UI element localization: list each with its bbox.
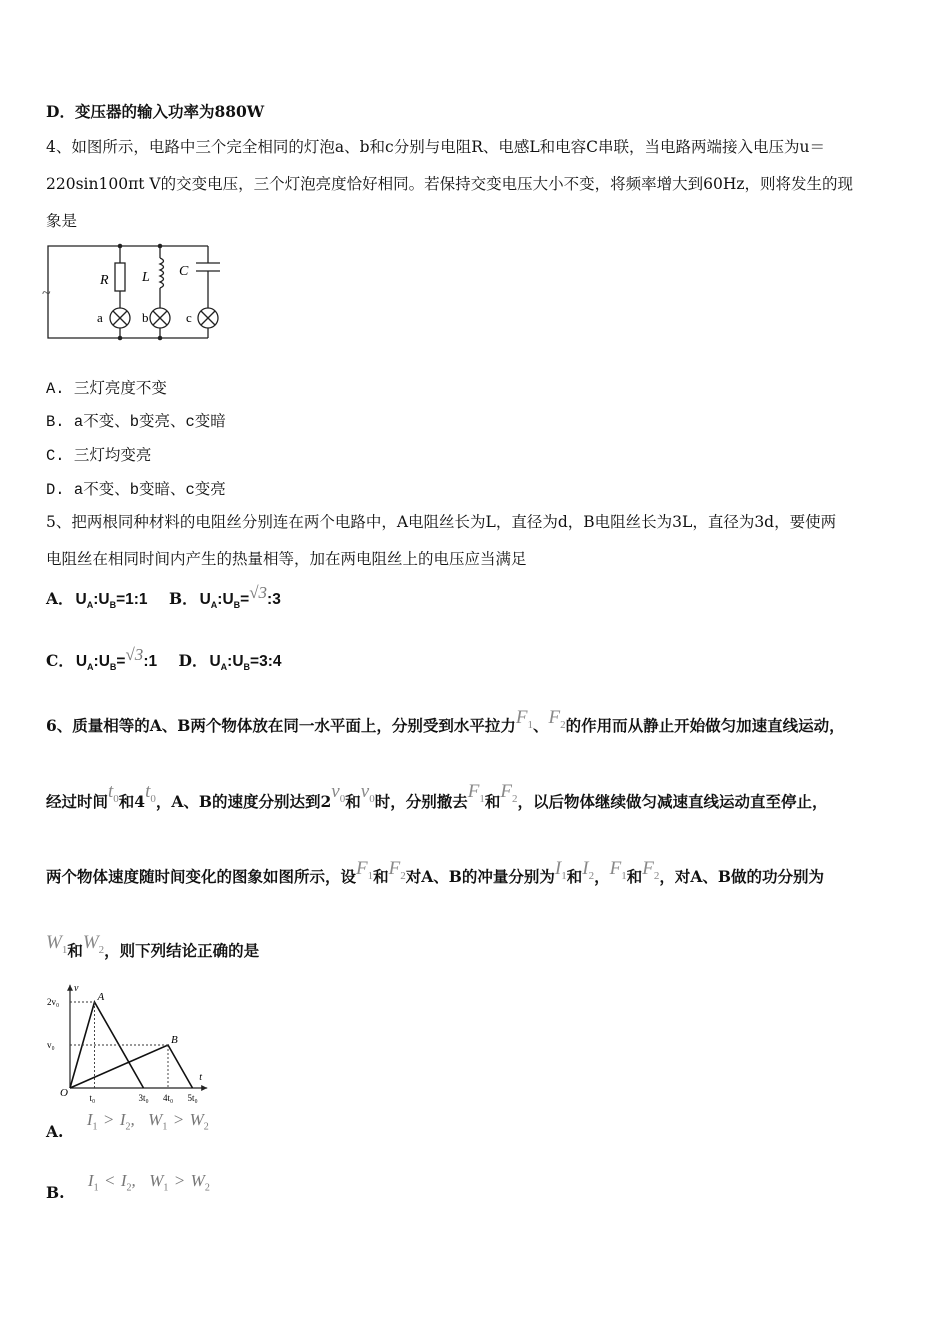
- q6-text-line4: $W_1$和$W_2$，则下列结论正确的是: [46, 932, 260, 960]
- q5-options-ab: [46, 583, 281, 615]
- ac-source-symbol: ~: [42, 285, 51, 302]
- q6-text-line1: 6、质量相等的A、B两个物体放在同一水平面上，分别受到水平拉力$F_1$、$F_2$的作用而从静止开始做匀加速直线运动，: [46, 707, 845, 735]
- origin-label: O: [60, 1087, 68, 1099]
- q4-option-d: D. a不变、b变暗、c变亮: [46, 481, 226, 499]
- q6-text-line2: 经过时间$t_0$和$4t_0$，A、B的速度分别达到$2v_0$和$v_0$时，分别撤去$F_1$和$F_2$，以后物体继续做匀减速直线运动直至停止，: [46, 781, 828, 811]
- q4-option-b: B. a不变、b变亮、c变暗: [46, 413, 226, 431]
- q6-text-line3: 两个物体速度随时间变化的图象如图所示，设$F_1$和$F_2$对A、B的冲量分别为$I_1$和$I_2$，$F_1$和$F_2$，对A、B做的功分别为: [46, 858, 824, 886]
- q3-option-d: D．变压器的输入功率为880W: [46, 102, 265, 121]
- x-axis-arrow: [201, 1085, 207, 1091]
- x-tick-label-2: 4t₀: [163, 1093, 174, 1103]
- q5-option-a: A． $U_A:U_B=1:1$: [46, 589, 148, 611]
- label-b: b: [142, 310, 149, 325]
- q5-text-line1: 5、把两根同种材料的电阻丝分别连在两个电路中，A电阻丝长为L，直径为d，B电阻丝长为3L，直径为3d，要使两: [46, 513, 837, 531]
- q5-option-c: C． $U_A:U_B=√3:1$: [46, 645, 158, 673]
- resistor-r: [115, 263, 125, 291]
- q5-option-b: B． $U_A:U_B=√3:3$: [168, 583, 281, 611]
- q6-vt-chart: [44, 984, 240, 1106]
- q5-text-line2: 电阻丝在相同时间内产生的热量相等，加在两电阻丝上的电压应当满足: [46, 550, 527, 568]
- x-tick-label-3: 5t₀: [187, 1093, 198, 1103]
- point-label-a: A: [97, 991, 105, 1003]
- q4-option-a: A. 三灯亮度不变: [46, 380, 167, 398]
- circuit-junctions: [118, 244, 163, 341]
- q5-options-cd: [46, 645, 282, 677]
- y-axis-arrow: [67, 985, 73, 991]
- label-l: L: [142, 270, 150, 285]
- q6-option-a: A. $I_1 > I_2$, $W_1 > W_2$: [46, 1110, 209, 1141]
- label-c: C: [179, 264, 189, 279]
- q4-option-c: C. 三灯均变亮: [46, 447, 152, 465]
- inductor-l: [160, 258, 164, 288]
- q4-text-line1: 4、如图所示，电路中三个完全相同的灯泡a、b和c分别与电阻R、电感L和电容C串联，当电路两端接入电压为u＝: [46, 138, 826, 156]
- label-r: R: [100, 273, 109, 288]
- label-c-lamp: c: [186, 310, 192, 325]
- q5-option-d: D． $U_A:U_B=3:4$: [178, 651, 282, 673]
- q4-circuit-diagram: [38, 236, 228, 348]
- x-tick-label-0: t₀: [89, 1093, 96, 1103]
- q4-text-line2: 220sin100πt V的交变电压，三个灯泡亮度恰好相同。若保持交变电压大小不变，将频率增大到60Hz，则将发生的现: [46, 175, 854, 193]
- q6-option-b: B. $I_1 < I_2$, $W_1 > W_2$: [46, 1171, 210, 1202]
- y-axis-label: v: [74, 984, 79, 994]
- y-tick-label-0: 2v₀: [47, 997, 60, 1007]
- x-tick-label-1: 3t₀: [138, 1093, 149, 1103]
- point-label-b: B: [171, 1034, 178, 1046]
- q4-text-line3: 象是: [46, 212, 78, 230]
- y-tick-label-1: v₀: [47, 1040, 55, 1050]
- label-a: a: [97, 310, 103, 325]
- x-axis-label: t: [199, 1072, 202, 1083]
